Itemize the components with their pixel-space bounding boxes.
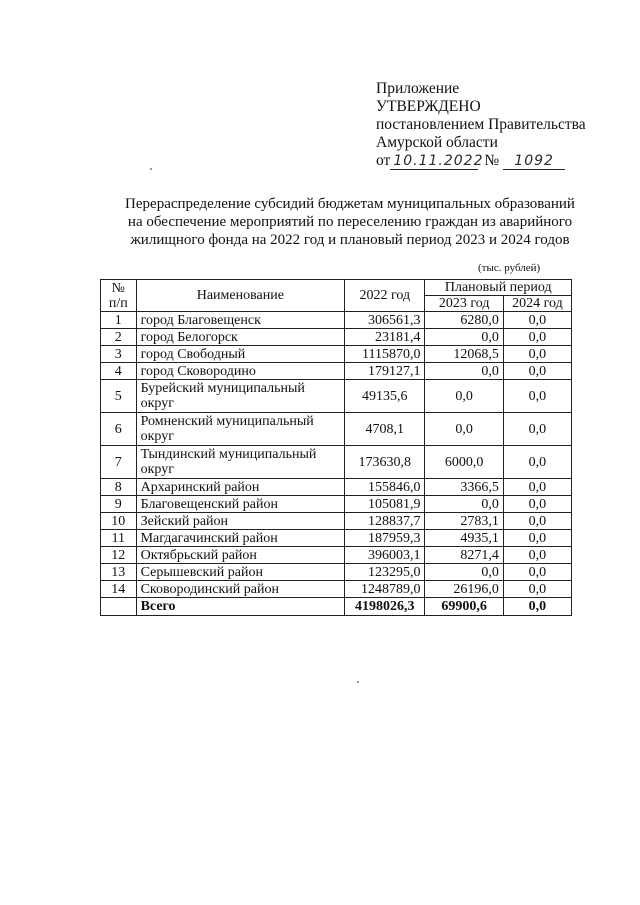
row-name: Серышевский район: [136, 564, 345, 581]
header-2024: 2024 год: [503, 296, 571, 312]
row-name: Благовещенский район: [136, 496, 345, 513]
row-2024: 0,0: [503, 413, 571, 446]
row-2024: 0,0: [503, 446, 571, 479]
row-name: Ромненский муниципальный округ: [136, 413, 345, 446]
row-2023: 8271,4: [425, 547, 503, 564]
row-2022: 1248789,0: [345, 581, 425, 598]
header-2023: 2023 год: [425, 296, 503, 312]
row-2023: 0,0: [425, 329, 503, 346]
table-row: [101, 581, 572, 598]
table-row: [101, 329, 572, 346]
scan-speck: [357, 681, 359, 683]
row-number: 14: [101, 581, 137, 598]
header-number: № п/п: [101, 280, 137, 312]
number-label: №: [484, 152, 500, 169]
row-2024: 0,0: [503, 496, 571, 513]
row-2023: 26196,0: [425, 581, 503, 598]
table-header: [101, 280, 572, 312]
row-2023: 3366,5: [425, 479, 503, 496]
row-2024: 0,0: [503, 530, 571, 547]
row-2024: 0,0: [503, 312, 571, 329]
row-number: 9: [101, 496, 137, 513]
row-number: 1: [101, 312, 137, 329]
row-2023: 2783,1: [425, 513, 503, 530]
row-2022: 4708,1: [345, 413, 425, 446]
table-row: [101, 346, 572, 363]
table-row: [101, 547, 572, 564]
header-2022: 2022 год: [345, 280, 425, 312]
row-name: город Благовещенск: [136, 312, 345, 329]
row-number: 6: [101, 413, 137, 446]
row-2023: 4935,1: [425, 530, 503, 547]
row-2022: 23181,4: [345, 329, 425, 346]
row-2023: 12068,5: [425, 346, 503, 363]
row-2022: 187959,3: [345, 530, 425, 547]
region-line: Амурской области: [376, 134, 498, 151]
total-2023: 69900,6: [425, 598, 503, 616]
total-label: Всего: [136, 598, 345, 616]
row-name: Архаринский район: [136, 479, 345, 496]
row-2022: 155846,0: [345, 479, 425, 496]
row-2024: 0,0: [503, 329, 571, 346]
row-name: Магдагачинский район: [136, 530, 345, 547]
decree-date-number: [376, 152, 626, 170]
row-2023: 0,0: [425, 413, 503, 446]
row-2024: 0,0: [503, 564, 571, 581]
row-number: 5: [101, 380, 137, 413]
handwritten-number: 1092: [503, 154, 565, 170]
row-number: 11: [101, 530, 137, 547]
title-line-3: жилищного фонда на 2022 год и плановый период 2023 и 2024 годов: [130, 232, 570, 248]
row-number: 8: [101, 479, 137, 496]
title-line-1: Перераспределение субсидий бюджетам муниципальных образований: [125, 196, 575, 212]
table-row: [101, 496, 572, 513]
header-name: Наименование: [136, 280, 345, 312]
row-name: Сковородинский район: [136, 581, 345, 598]
row-number: 7: [101, 446, 137, 479]
total-number-cell: [101, 598, 137, 616]
row-2023: 0,0: [425, 363, 503, 380]
row-2022: 123295,0: [345, 564, 425, 581]
row-2022: 396003,1: [345, 547, 425, 564]
table-row: [101, 479, 572, 496]
total-2024: 0,0: [503, 598, 571, 616]
row-2023: 0,0: [425, 564, 503, 581]
row-2023: 6000,0: [425, 446, 503, 479]
table-row: [101, 312, 572, 329]
row-name: Октябрьский район: [136, 547, 345, 564]
row-name: Бурейский муниципальный округ: [136, 380, 345, 413]
row-2022: 105081,9: [345, 496, 425, 513]
table-row: [101, 564, 572, 581]
row-2024: 0,0: [503, 581, 571, 598]
scan-speck: [150, 168, 152, 170]
row-2022: 128837,7: [345, 513, 425, 530]
total-2022: 4198026,3: [345, 598, 425, 616]
approved-label: УТВЕРЖДЕНО: [376, 98, 481, 115]
row-2022: 49135,6: [345, 380, 425, 413]
approval-header: [376, 80, 626, 170]
row-2024: 0,0: [503, 346, 571, 363]
header-plan-period: Плановый период: [425, 280, 572, 296]
row-number: 10: [101, 513, 137, 530]
row-name: город Сковородино: [136, 363, 345, 380]
row-number: 13: [101, 564, 137, 581]
table-row: [101, 413, 572, 446]
row-name: Тындинский муниципальный округ: [136, 446, 345, 479]
row-2024: 0,0: [503, 547, 571, 564]
row-name: город Свободный: [136, 346, 345, 363]
table-row: [101, 513, 572, 530]
handwritten-date: 10.11.2022: [390, 154, 478, 170]
row-2023: 0,0: [425, 380, 503, 413]
row-2022: 1115870,0: [345, 346, 425, 363]
row-number: 4: [101, 363, 137, 380]
row-number: 2: [101, 329, 137, 346]
row-2024: 0,0: [503, 363, 571, 380]
row-2024: 0,0: [503, 513, 571, 530]
row-name: город Белогорск: [136, 329, 345, 346]
row-number: 3: [101, 346, 137, 363]
approved-by-line: постановлением Правительства: [376, 116, 586, 133]
row-2024: 0,0: [503, 479, 571, 496]
row-2022: 306561,3: [345, 312, 425, 329]
row-2023: 0,0: [425, 496, 503, 513]
table-row: [101, 363, 572, 380]
document-title: [120, 195, 580, 249]
row-2022: 179127,1: [345, 363, 425, 380]
subsidy-table: [100, 279, 572, 616]
appendix-label: Приложение: [376, 80, 460, 97]
table-body: [101, 312, 572, 598]
from-label: от: [376, 152, 391, 169]
title-line-2: на обеспечение мероприятий по переселению граждан из аварийного: [127, 214, 573, 230]
table-row: [101, 446, 572, 479]
row-2022: 173630,8: [345, 446, 425, 479]
table-row: [101, 380, 572, 413]
row-2023: 6280,0: [425, 312, 503, 329]
row-name: Зейский район: [136, 513, 345, 530]
row-number: 12: [101, 547, 137, 564]
total-row: [101, 598, 572, 616]
row-2024: 0,0: [503, 380, 571, 413]
table-row: [101, 530, 572, 547]
units-label: (тыс. рублей): [478, 262, 541, 274]
